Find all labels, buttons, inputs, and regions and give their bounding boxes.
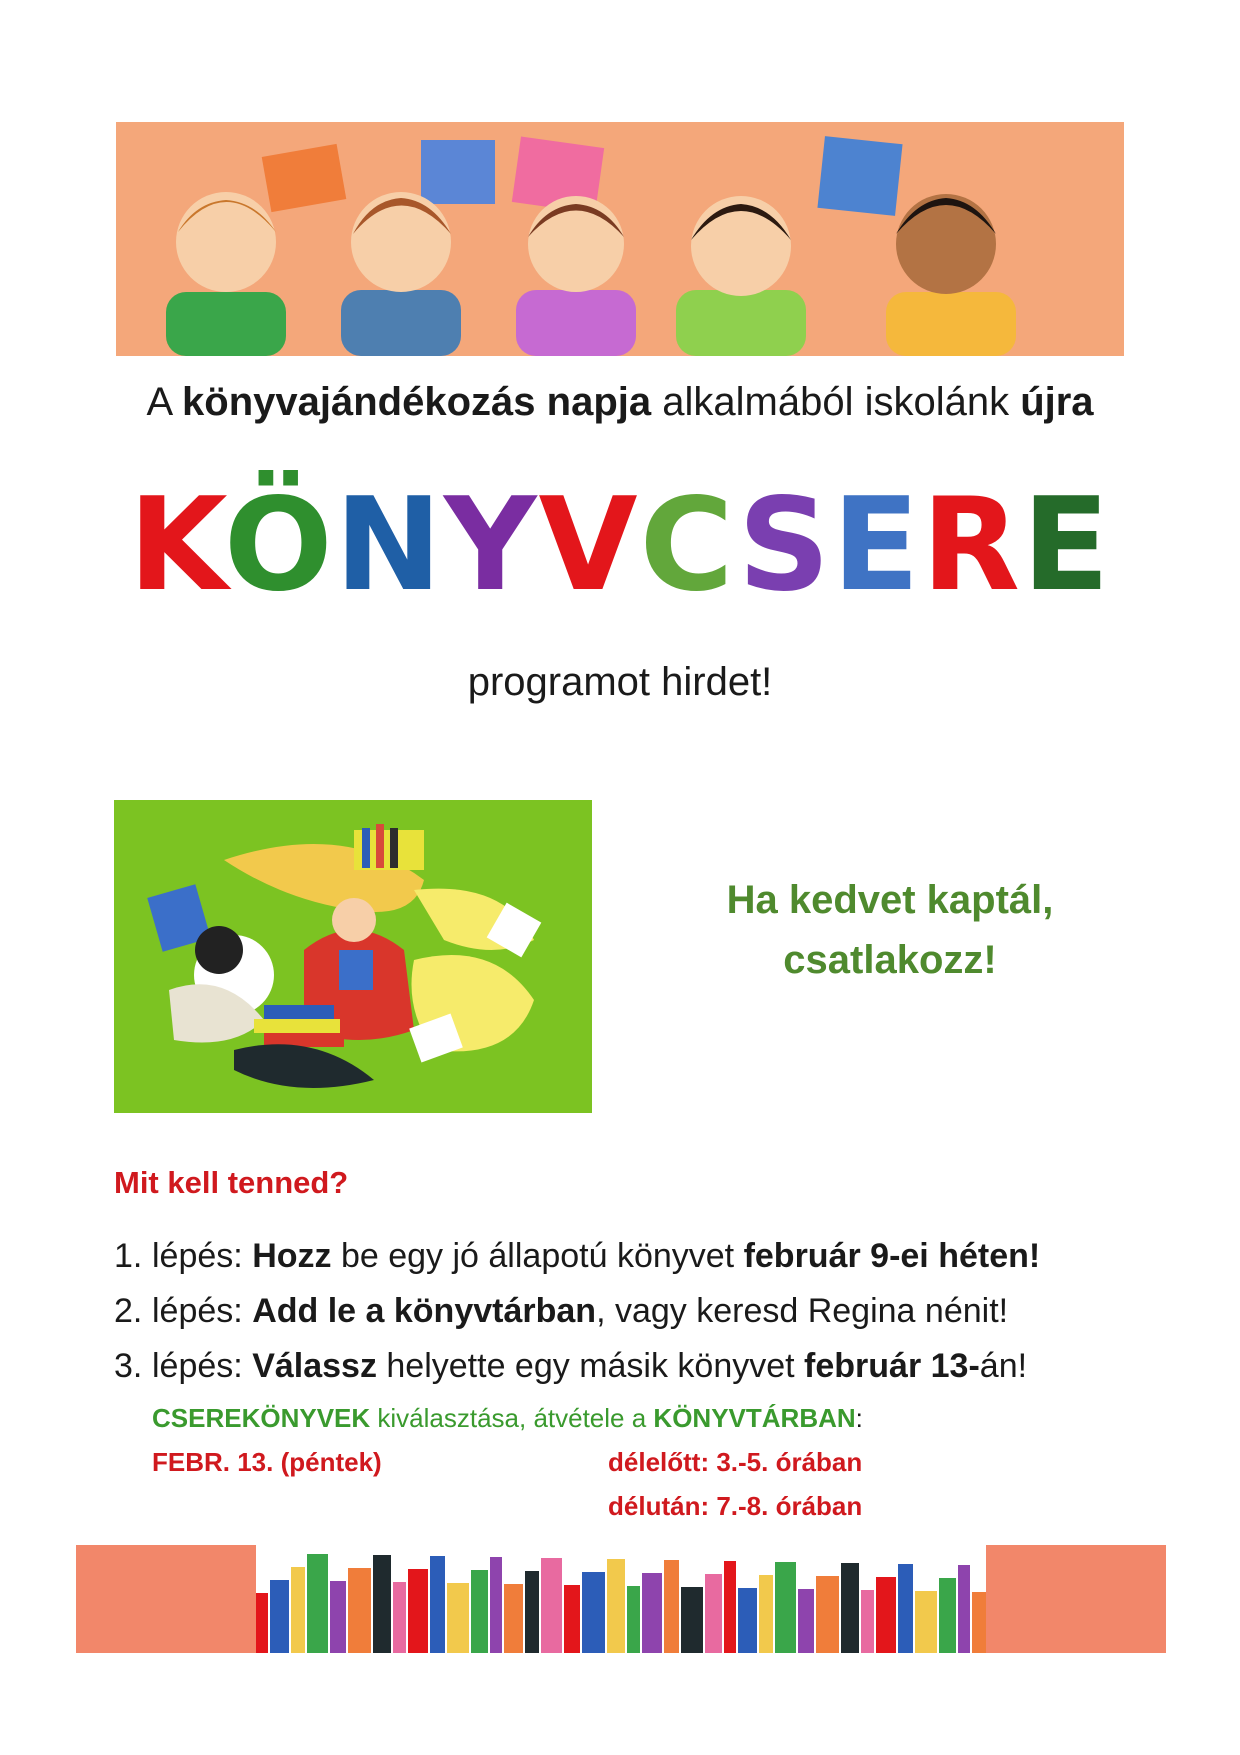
book-spine xyxy=(627,1586,640,1653)
book-spine xyxy=(861,1590,874,1653)
step-number: 2. xyxy=(114,1292,143,1330)
page-title xyxy=(0,471,1240,620)
children-illustration xyxy=(116,122,1124,356)
book-spine xyxy=(798,1589,814,1653)
intro-a: A xyxy=(146,380,183,424)
title-letter: V xyxy=(538,471,640,620)
title-letter: Y xyxy=(443,471,539,620)
intro-mid: alkalmából iskolánk xyxy=(651,380,1021,424)
book-spine xyxy=(408,1569,428,1653)
exchange-books-label: CSEREKÖNYVEK xyxy=(152,1403,371,1433)
book-spine xyxy=(705,1574,722,1653)
step-tail: án! xyxy=(979,1347,1028,1385)
step-2 xyxy=(114,1292,1008,1331)
schedule-morning: délelőtt: 3.-5. órában xyxy=(608,1447,863,1477)
step-bold-2: február 9-ei héten! xyxy=(743,1237,1041,1275)
book-spine xyxy=(915,1591,937,1653)
book-spine xyxy=(564,1585,580,1653)
intro-line xyxy=(0,380,1240,425)
book-spine xyxy=(876,1577,896,1653)
title-letter: N xyxy=(334,471,444,620)
intro-bold-2: újra xyxy=(1020,380,1094,424)
exchange-info xyxy=(152,1403,863,1434)
step-bold-1: Add le a könyvtárban xyxy=(252,1292,597,1330)
step-label: lépés: xyxy=(152,1347,253,1385)
book-spine xyxy=(393,1582,406,1653)
step-bold-2: február 13- xyxy=(804,1347,980,1385)
book-spine xyxy=(525,1571,539,1653)
step-bold-1: Válassz xyxy=(252,1347,377,1385)
step-number: 3. xyxy=(114,1347,143,1385)
book-spine xyxy=(582,1572,605,1653)
step-text: helyette egy másik könyvet xyxy=(376,1347,805,1385)
book-spine xyxy=(504,1584,523,1653)
children-books-banner xyxy=(116,122,1124,356)
book-spine xyxy=(841,1563,859,1653)
book-spine xyxy=(430,1556,445,1653)
book-spine xyxy=(348,1568,371,1653)
exchange-colon: : xyxy=(855,1403,863,1433)
book-spine xyxy=(270,1580,289,1653)
step-text: be egy jó állapotú könyvet xyxy=(331,1237,744,1275)
book-spine xyxy=(490,1557,502,1653)
step-bold-1: Hozz xyxy=(252,1237,332,1275)
step-number: 1. xyxy=(114,1237,143,1275)
book-spine xyxy=(291,1567,305,1653)
book-spine xyxy=(724,1561,736,1653)
book-spine xyxy=(664,1560,679,1653)
step-label: lépés: xyxy=(152,1237,253,1275)
book-spine xyxy=(759,1575,773,1653)
book-spine xyxy=(816,1576,839,1653)
title-letter: R xyxy=(921,471,1023,620)
question-heading: Mit kell tenned? xyxy=(114,1165,349,1200)
book-spine xyxy=(307,1554,328,1653)
title-letter: C xyxy=(639,471,738,620)
book-spine xyxy=(642,1573,662,1653)
book-spine xyxy=(447,1583,469,1653)
book-spine xyxy=(939,1578,956,1653)
intro-bold-1: könyvajándékozás napja xyxy=(182,380,652,424)
invite-text xyxy=(620,870,1160,990)
step-1 xyxy=(114,1237,1040,1276)
invite-line-2: csatlakozz! xyxy=(783,938,997,982)
book-spine xyxy=(775,1562,796,1653)
reading-illustration xyxy=(114,800,592,1113)
title-letter: E xyxy=(1022,471,1112,620)
schedule-afternoon: délután: 7.-8. órában xyxy=(608,1491,863,1521)
title-letter: S xyxy=(737,471,833,620)
title-letter: K xyxy=(128,471,224,620)
exchange-text: kiválasztása, átvétele a xyxy=(370,1403,654,1433)
book-spine xyxy=(972,1592,986,1653)
step-3 xyxy=(114,1347,1027,1386)
schedule-date: FEBR. 13. (péntek) xyxy=(152,1447,382,1477)
step-text: , vagy keresd Regina nénit! xyxy=(596,1292,1009,1330)
exchange-library-label: KÖNYVTÁRBAN xyxy=(653,1403,856,1433)
book-spine xyxy=(738,1588,757,1653)
invite-line-1: Ha kedvet kaptál, xyxy=(726,878,1054,922)
book-spine xyxy=(607,1559,625,1653)
book-spine xyxy=(256,1593,268,1653)
bookshelf-decoration xyxy=(256,1545,986,1653)
title-letter: Ö xyxy=(223,471,335,620)
book-spine xyxy=(541,1558,562,1653)
book-spine xyxy=(373,1555,391,1653)
books-row xyxy=(256,1545,986,1653)
step-label: lépés: xyxy=(152,1292,253,1330)
book-spine xyxy=(330,1581,346,1653)
book-spine xyxy=(681,1587,703,1653)
book-spine xyxy=(471,1570,488,1653)
title-letter: E xyxy=(832,471,922,620)
book-spine xyxy=(958,1565,970,1653)
reading-kids-illustration xyxy=(114,800,592,1113)
subtitle: programot hirdet! xyxy=(467,660,773,704)
book-spine xyxy=(898,1564,913,1653)
